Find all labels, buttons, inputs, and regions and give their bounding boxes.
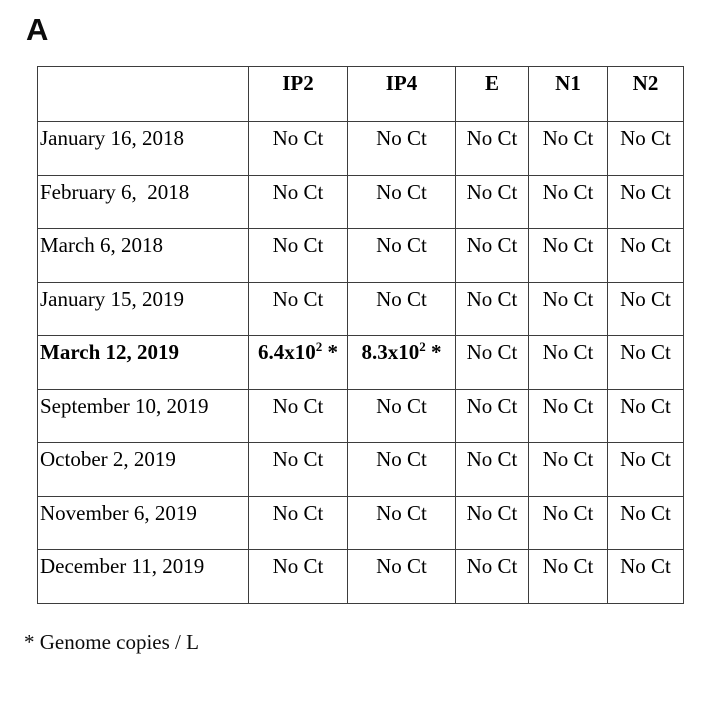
date-cell: January 16, 2018 [38,122,249,176]
value-cell: No Ct [348,229,456,283]
value-cell: No Ct [608,229,684,283]
table-header-row [38,67,684,122]
value-cell: No Ct [529,175,608,229]
value-cell: No Ct [456,443,529,497]
value-cell: No Ct [529,496,608,550]
value-cell: No Ct [249,175,348,229]
value-cell: No Ct [456,175,529,229]
value-cell: No Ct [529,122,608,176]
column-header-n2: N2 [608,67,684,122]
table-body [38,122,684,604]
footnote: * Genome copies / L [24,630,199,654]
value-cell: No Ct [456,229,529,283]
table-row [38,389,684,443]
value-cell: No Ct [249,443,348,497]
table-row [38,229,684,283]
value-cell: No Ct [249,496,348,550]
value-cell: No Ct [456,496,529,550]
results-table [37,66,684,604]
value-cell: No Ct [456,336,529,390]
date-cell: November 6, 2019 [38,496,249,550]
value-cell: No Ct [249,229,348,283]
value-cell: No Ct [608,122,684,176]
table-row [38,550,684,604]
value-cell: No Ct [249,122,348,176]
value-cell: No Ct [529,336,608,390]
value-cell: No Ct [529,282,608,336]
table-row [38,175,684,229]
value-cell: No Ct [608,496,684,550]
date-cell: January 15, 2019 [38,282,249,336]
value-cell: No Ct [348,122,456,176]
value-cell: No Ct [348,550,456,604]
value-cell: No Ct [529,550,608,604]
column-header-e: E [456,67,529,122]
value-cell: No Ct [249,282,348,336]
value-cell: No Ct [608,550,684,604]
table-row [38,443,684,497]
value-cell: No Ct [249,550,348,604]
value-cell: No Ct [348,175,456,229]
column-header-ip2: IP2 [249,67,348,122]
column-header-ip4: IP4 [348,67,456,122]
table-row [38,122,684,176]
value-cell: No Ct [608,443,684,497]
date-cell: March 12, 2019 [38,336,249,390]
value-cell: No Ct [348,282,456,336]
value-cell: No Ct [608,389,684,443]
date-cell: September 10, 2019 [38,389,249,443]
corner-header-cell [38,67,249,122]
value-cell: No Ct [348,389,456,443]
value-cell: No Ct [348,443,456,497]
value-cell: No Ct [608,175,684,229]
value-cell: No Ct [456,282,529,336]
table-row [38,496,684,550]
value-cell: $8.3x10^2$ * [348,336,456,390]
value-cell: No Ct [608,282,684,336]
value-cell: $6.4x10^2$ * [249,336,348,390]
table-row [38,282,684,336]
panel-label: A [26,12,49,47]
date-cell: February 6, 2018 [38,175,249,229]
value-cell: No Ct [249,389,348,443]
date-cell: December 11, 2019 [38,550,249,604]
value-cell: No Ct [529,229,608,283]
value-cell: No Ct [348,496,456,550]
value-cell: No Ct [456,550,529,604]
date-cell: March 6, 2018 [38,229,249,283]
table-row [38,336,684,390]
value-cell: No Ct [529,443,608,497]
date-cell: October 2, 2019 [38,443,249,497]
value-cell: No Ct [529,389,608,443]
column-header-n1: N1 [529,67,608,122]
value-cell: No Ct [608,336,684,390]
value-cell: No Ct [456,122,529,176]
value-cell: No Ct [456,389,529,443]
